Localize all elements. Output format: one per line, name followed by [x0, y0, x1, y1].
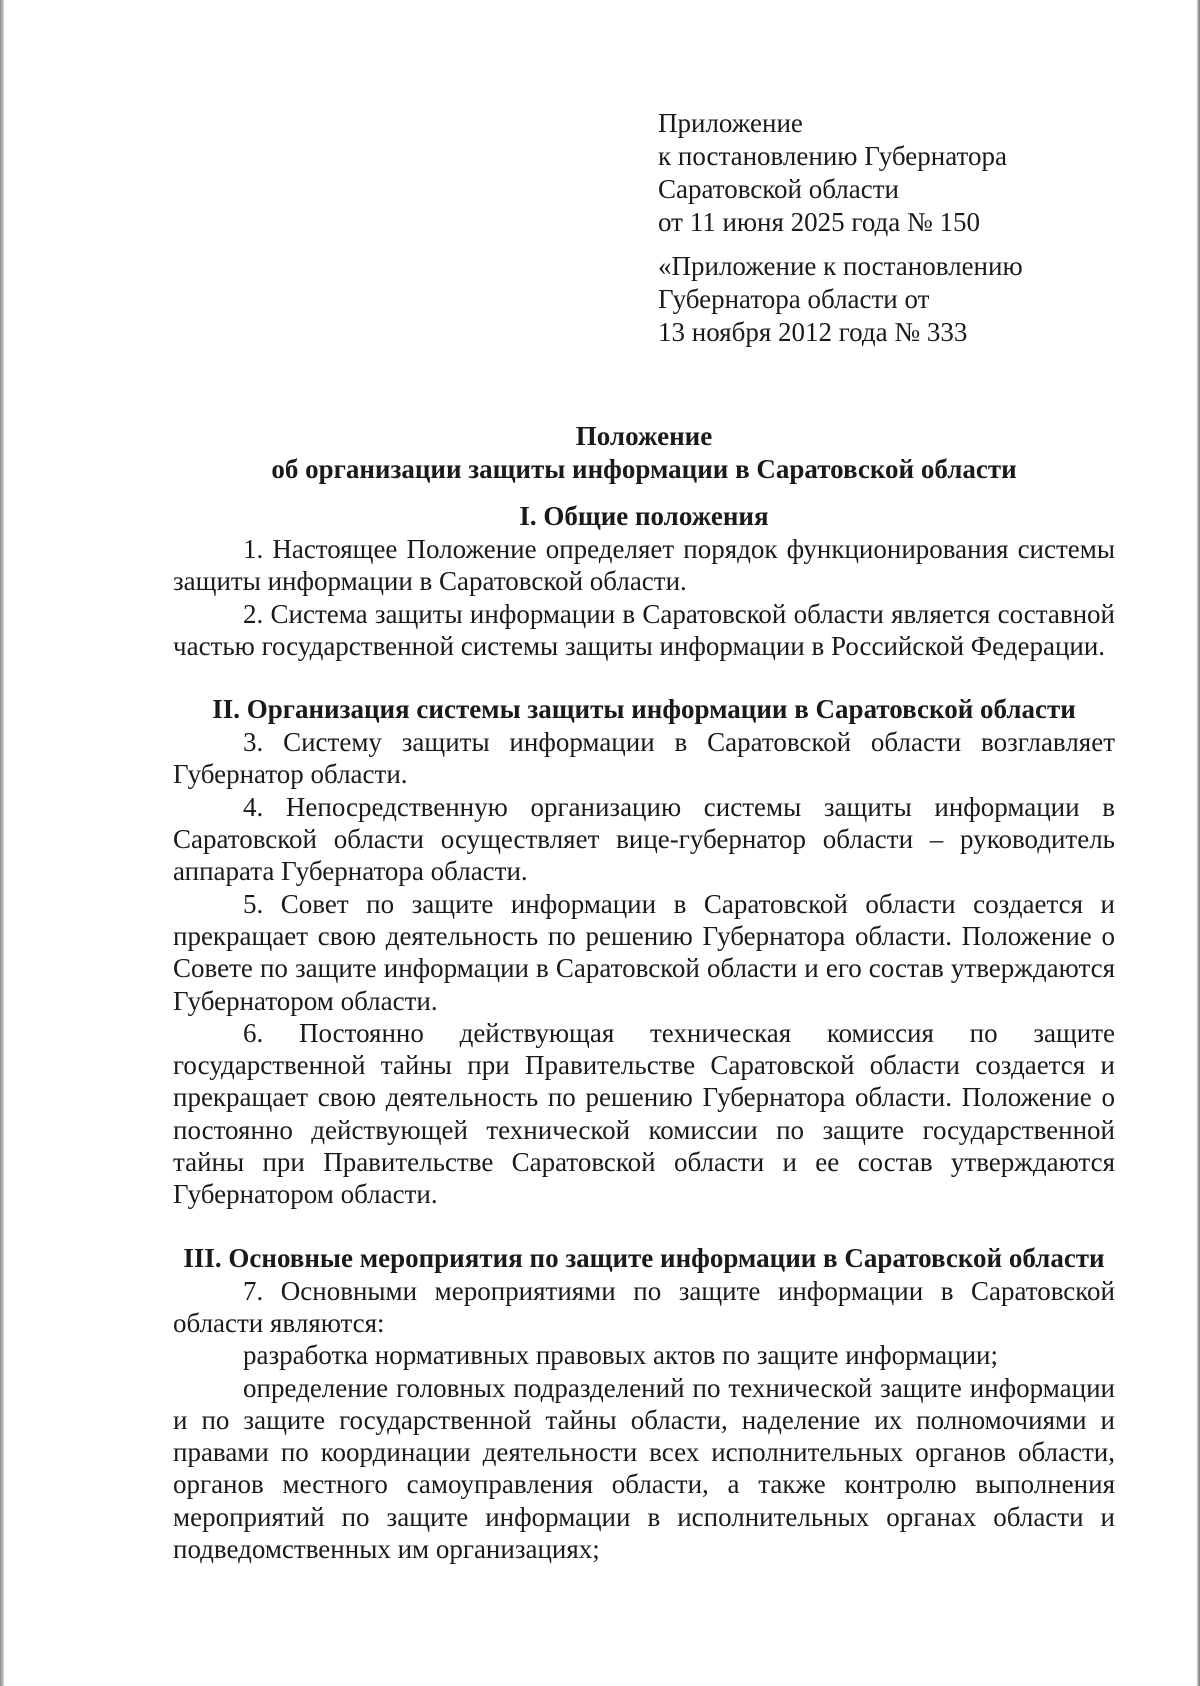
list-item-regulations: разработка нормативных правовых актов по защите информации; [243, 1340, 998, 1371]
attachment-line: Приложение [658, 108, 803, 138]
previous-attachment-line: Губернатора области от [658, 284, 930, 314]
previous-attachment-line: «Приложение к постановлению [658, 251, 1023, 281]
paragraph-6: 6. Постоянно действующая техническая комиссия по защите государственной тайны при Правительстве Саратовской области создается и прекращает свою деятельность по решению Губернатора области. Положение о постоянно действующей технической комиссии по защите государственной тайны при Правительстве Саратовской области и ее состав утверждаются Губернатором области. [173, 1017, 1115, 1210]
previous-attachment-date-line: 13 ноября 2012 года № 333 [658, 317, 968, 347]
document-title: Положение [575, 421, 713, 451]
paragraph-3: 3. Систему защиты информации в Саратовской области возглавляет Губернатор области. [173, 727, 1115, 790]
document-title-block [173, 420, 1115, 486]
list-item-head-units: определение головных подразделений по технической защите информации и по защите государственной тайны области, наделение их полномочиями и правами по координации деятельности всех исполнительных органов области, органов местного самоуправления области, а также контролю выполнения мероприятий по защите информации в исполнительных органах области и подведомственных им организациях; [173, 1372, 1115, 1565]
attachment-line: Саратовской области [658, 174, 899, 204]
paragraph-1: 1. Настоящее Положение определяет порядок функционирования системы защиты информации в Саратовской области. [173, 534, 1115, 597]
section-heading-1: I. Общие положения [519, 501, 769, 531]
section-heading-3: III. Основные мероприятия по защите информации в Саратовской области [183, 1242, 1105, 1273]
attachment-date-line: от 11 июня 2025 года № 150 [658, 207, 981, 237]
paragraph-2: 2. Система защиты информации в Саратовской области является составной частью государственной системы защиты информации в Российской Федерации. [173, 598, 1115, 661]
section-heading-2: II. Организация системы защиты информации в Саратовской области [212, 694, 1076, 725]
paragraph-5: 5. Совет по защите информации в Саратовской области создается и прекращает свою деятельность по решению Губернатора области. Положение о Совете по защите информации в Саратовской области и его состав утверждаются Губернатором области. [173, 888, 1115, 1016]
attachment-line: к постановлению Губернатора [658, 141, 1007, 171]
paragraph-7: 7. Основными мероприятиями по защите информации в Саратовской области являются: [173, 1275, 1115, 1338]
document-body [173, 420, 1115, 1565]
scan-edge-left [0, 0, 4, 1686]
paragraph-4: 4. Непосредственную организацию системы защиты информации в Саратовской области осуществляет вице-губернатор области – руководитель аппарата Губернатора области. [173, 791, 1115, 887]
attachment-block [658, 107, 1098, 349]
document-subtitle: об организации защиты информации в Саратовской области [271, 454, 1017, 484]
